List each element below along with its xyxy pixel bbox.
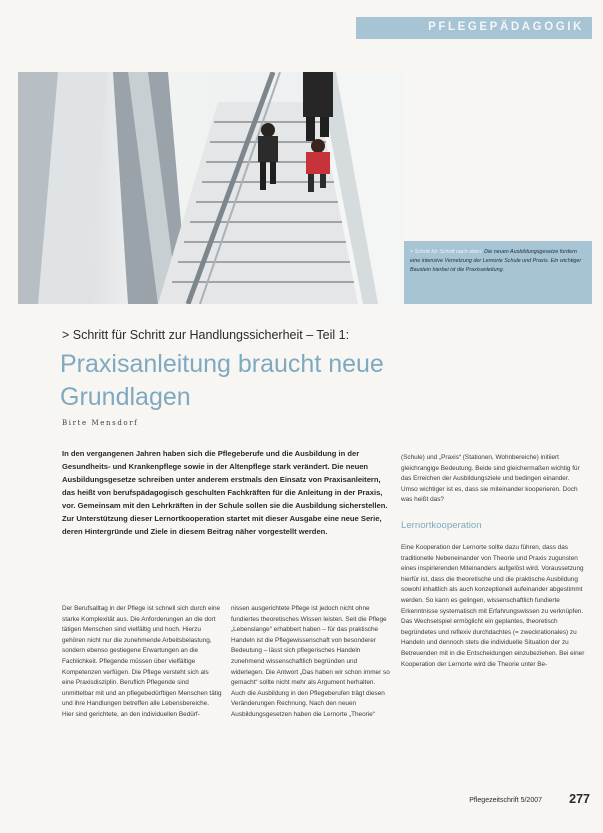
caption-text: Die neuen Ausbildungsgesetze fordern eine intensive Vernetzung der Lernorte Schule und Praxis. Ein wichtiger Baustein hierbei ist die Praxisanleitung. (410, 249, 582, 273)
right-column-intro: (Schule) und „Praxis“ (Stationen, Wohnbereiche) initiiert gleichrangige Bedeutung. Beide sind gleichermaßen wichtig für das Erreichen der Ausbildungsziele und bedingen einander. Umso wichtiger ist es, dass sie miteinander kooperieren. Doch was heißt das? (401, 454, 580, 504)
body-column-2 (231, 604, 391, 721)
body-column-1-text: Der Berufsalltag in der Pflege ist schnell sich durch eine starke Komplexität aus. Die Anforderungen an die dort tätigen Menschen sind vielfältig und hoch. Hierzu gehören nicht nur die zunehmende Arbeitsbelastung, sondern ebenso gestiegene Erwartungen an die Fachlichkeit. Pflegende müssen über vielfältige Kompetenzen verfügen. Die Pflege versteht sich als eine Praxisdisziplin. Beruflich Pflegende sind unmittelbar mit und an pflegebedürftigen Menschen tätig und ihre Handlungen betreffen alle Lebensbereiche. Hier sind gerichtete, an den individuellen Bedürf- (62, 605, 222, 718)
section-header-band (356, 17, 592, 39)
stairs-illustration (18, 72, 404, 304)
title-line-2: Grundlagen (60, 383, 191, 411)
article-lead: In den vergangenen Jahren haben sich die Pflegeberufe und die Ausbildung in der Gesundheits- und Krankenpflege sowie in der Altenpflege stark verändert. Die neuen Ausbildungsgesetze schreiben unter anderem erstmals den Einsatz von Praxisanleitern, das heißt von berufspädagogisch geschulten Fachkräften für die Anleitung in der Praxis, vor. Gemeinsam mit den Lehrkräften in der Schule sollen sie die Ausbildung sicherstellen. Zur Unterstützung dieser Lernortkooperation startet mit dieser Ausgabe eine neue Serie, deren Hintergründe und Ziele in diesem Beitrag näher vorgestellt werden. (62, 449, 388, 536)
title-line-1: Praxisanleitung braucht neue (60, 350, 384, 378)
page-number: 277 (569, 792, 590, 806)
section-subhead: Lernortkooperation (401, 519, 482, 531)
right-column-body: Eine Kooperation der Lernorte sollte dazu führen, dass das traditionelle Nebeneinander von Theorie und Praxis zugunsten eines inspirierenden Miteinanders aufgelöst wird. Voraussetzung hierfür ist, dass die theoretische und die praktische Ausbildung sowohl inhaltlich als auch konzeptionell aufeinander abgestimmt werden. So kann es gelingen, wissenschaftlich fundierte Erkenntnisse systematisch mit Erfahrungswissen zu verknüpfen. Das Wechselspiel ermöglicht ein geplantes, theoretisch begründetes und reflexiv durchdachtes (= zweckrationales) zu Handeln und dennoch stets die individuelle Situation der zu Betreuenden mit in die Entscheidungen einzubeziehen. Bei einer Kooperation der Lernorte wird die Theorie unter Be- (401, 543, 585, 668)
article-author: Birte Mensdorf (62, 419, 139, 427)
body-column-2-text: nissen ausgerichtete Pflege ist jedoch nicht ohne fundiertes theoretisches Wissen leisten. Seit die Pflege „Lebenslange“ erhabbert haben – für das praktische Handeln ist die Pflegewissenschaft von besonderer Bedeutung – lässt sich pflegerisches Handeln zunehmend wissenschaftlich begründen und widerlegen. Die Antwort „Das haben wir schon immer so gemacht“ sollte nicht mehr als Argument herhalten. Auch die Ausbildung in den Pflegeberufen trägt diesen Veränderungen Rechnung. Nach den neuen Ausbildungsgesetzen haben die Lernorte „Theorie“ (231, 605, 390, 718)
section-label: PFLEGEPÄDAGOGIK (428, 21, 584, 33)
photo-caption (404, 241, 592, 304)
journal-name: Pflegezeitschrift 5/2007 (469, 797, 542, 804)
article-title (60, 348, 580, 414)
body-column-1 (62, 604, 222, 721)
caption-lead: > Schritt für Schritt nach oben: (410, 249, 483, 255)
right-column (401, 453, 585, 670)
stairs-photo (18, 72, 404, 304)
article-kicker: > Schritt für Schritt zur Handlungssicherheit – Teil 1: (62, 328, 350, 342)
